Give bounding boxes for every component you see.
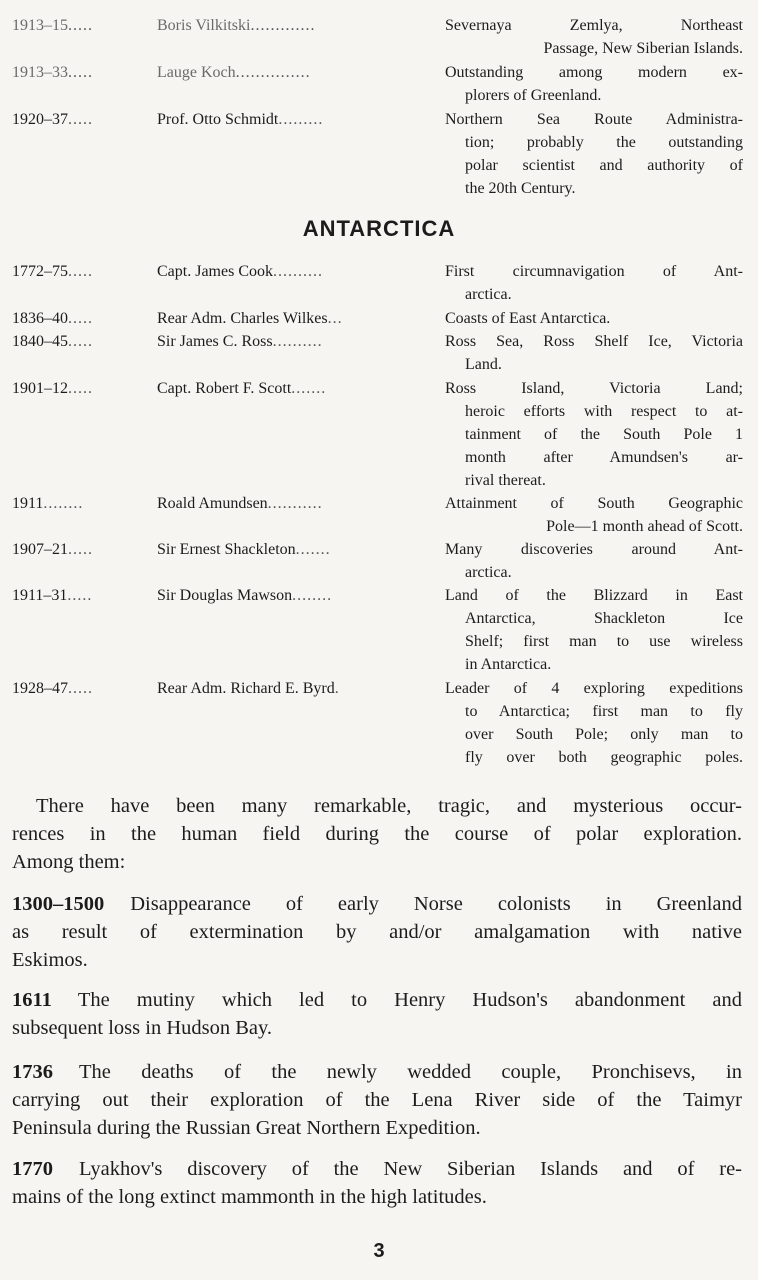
row-name: Sir Ernest Shackleton	[157, 541, 296, 558]
row-description: Leader of 4 exploring expeditions to Antarctica; first man to fly over South Pole; only man to fly over both geographic poles.	[445, 680, 743, 766]
occurrence-year: 1770	[12, 1158, 53, 1180]
row-description: Outstanding among modern ex- plorers of Greenland.	[445, 64, 743, 104]
row-date: 1836–40	[12, 310, 68, 327]
row-date: 1901–12	[12, 380, 68, 397]
row-name: Prof. Otto Schmidt	[157, 111, 279, 128]
occurrence-year: 1736	[12, 1061, 53, 1083]
row-name: Rear Adm. Richard E. Byrd	[157, 680, 335, 697]
row-description: First circumnavigation of Ant- arctica.	[445, 263, 743, 303]
row-name: Capt. Robert F. Scott	[157, 380, 292, 397]
row-description: Many discoveries around Ant- arctica.	[445, 541, 743, 581]
row-description: Severnaya Zemlya, Northeast Passage, New Siberian Islands.	[445, 17, 743, 57]
section-title: ANTARCTICA	[302, 216, 456, 241]
row-name: Sir James C. Ross	[157, 333, 273, 350]
row-date: 1772–75	[12, 263, 68, 280]
intro-paragraph: There have been many remarkable, tragic, and mysterious occur- rences in the human field during the course of polar exploration. Among them:	[12, 795, 742, 873]
page-number: 3	[373, 1240, 385, 1262]
row-date: 1907–21	[12, 541, 68, 558]
row-date: 1840–45	[12, 333, 68, 350]
row-name: Roald Amundsen	[157, 495, 268, 512]
occurrence-entry: 1300–1500 Disappearance of early Norse colonists in Greenland as result of extermination by and/or amalgamation with native Eskimos.	[12, 893, 742, 971]
occurrence-entry: 1611 The mutiny which led to Henry Hudson's abandonment and subsequent loss in Hudson Bay.	[12, 989, 742, 1039]
row-name: Sir Douglas Mawson	[157, 587, 293, 604]
row-date: 1911	[12, 495, 44, 512]
row-description: Land of the Blizzard in East Antarctica, Shackleton Ice Shelf; first man to use wireless in Antarctica.	[445, 587, 743, 673]
row-name: Boris Vilkitski	[157, 17, 251, 34]
occurrence-entry: 1770 Lyakhov's discovery of the New Siberian Islands and of re- mains of the long extinct mammonth in the high latitudes.	[12, 1158, 742, 1208]
row-description: Coasts of East Antarctica.	[445, 310, 611, 327]
row-description: Attainment of South Geographic Pole—1 month ahead of Scott.	[445, 495, 743, 535]
row-date: 1913–15	[12, 17, 68, 34]
occurrence-year: 1611	[12, 989, 52, 1011]
row-description: Ross Island, Victoria Land; heroic efforts with respect to at- tainment of the South Pole 1 month after Amundsen's ar- rival thereat.	[445, 380, 743, 489]
row-name: Capt. James Cook	[157, 263, 273, 280]
row-date: 1920–37	[12, 111, 68, 128]
row-date: 1913–33	[12, 64, 68, 81]
document-page: 1913–15..... Boris Vilkitski............. Severnaya Zemlya, Northeast Passage, New Siberian Islands. 1913–33..... Lauge Koch............... Outstanding among modern ex- plorers of Greenland. 1920–37..... Prof. Otto Schmidt......... Northern Sea Route Administra- tion; probably the outstanding polar scientist and authority of the 20th Century. ANTARCTICA 1772–75..... Capt. James Cook.......... First circumnavigation of Ant- arctica. 1836–40..... Rear Adm. Charles Wilkes... Coasts of East Antarctica. 1840–45..... Sir James C. Ross.......... Ross Sea, Ross Shelf Ice, Victoria Land. 1901–12..... Capt. Robert F. Scott....... Ross Island, Victoria Land; heroic efforts with respect to at- tainment of the South Pole 1 month after Amundsen's ar- rival thereat. 1911........ Roald Amundsen........... Attainment of South Geographic Pole—1 month ahead of Scott. 1907–21..... Sir Ernest Shackleton....... Many discoveries around Ant- arctica. 1911–31..... Sir Douglas Mawson........ Land of the Blizzard in East Antarctica, Shackleton Ice Shelf; first man to use wireless in Antarctica. 1928–47..... Rear Adm. Richard E. Byrd. Leader of 4 exploring expeditions to Antarctica; first man to fly over South Pole; only man to fly over both geographic poles. There have been many remarkable, tragic, and mysterious occur- rences in the human field during the course of polar exploration. Among them: 1300–1500 Disappearance of early Norse colonists in Greenland as result of extermination by and/or amalgamation with native Eskimos. 1611 The mutiny which led to Henry Hudson's abandonment and subsequent loss in Hudson Bay. 1736 The deaths of the newly wedded couple, Pronchisevs, in carrying out their exploration of the Lena River side of the Taimyr Peninsula during the Russian Great Northern Expedition. 1770 Lyakhov's discovery of the New Siberian Islands and of re- mains of the long extinct mammonth in the high latitudes. 3	[0, 0, 758, 1280]
row-name: Rear Adm. Charles Wilkes	[157, 310, 328, 327]
occurrence-entry: 1736 The deaths of the newly wedded couple, Pronchisevs, in carrying out their exploration of the Lena River side of the Taimyr Peninsula during the Russian Great Northern Expedition.	[12, 1061, 742, 1139]
occurrence-year: 1300–1500	[12, 893, 105, 915]
row-date: 1928–47	[12, 680, 68, 697]
row-description: Ross Sea, Ross Shelf Ice, Victoria Land.	[445, 333, 743, 373]
row-name: Lauge Koch	[157, 64, 236, 81]
row-date: 1911–31	[12, 587, 68, 604]
row-description: Northern Sea Route Administra- tion; probably the outstanding polar scientist and authority of the 20th Century.	[445, 111, 743, 197]
